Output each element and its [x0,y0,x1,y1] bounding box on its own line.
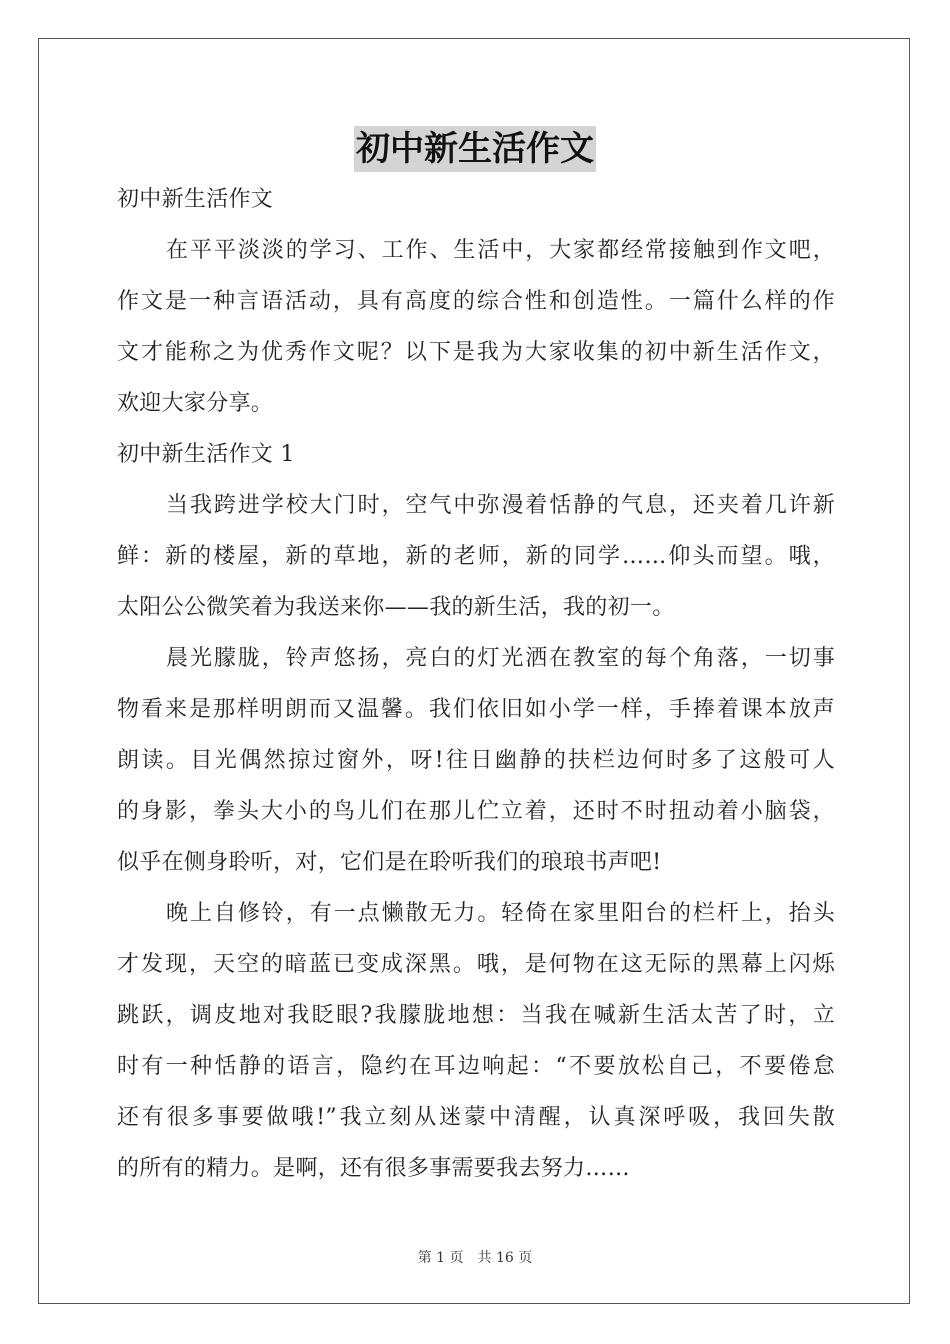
document-subtitle: 初中新生活作文 [117,187,274,212]
paragraph-line: 鲜：新的楼屋，新的草地，新的老师，新的同学……仰头而望。哦， [117,544,835,569]
paragraph-line: 似乎在侧身聆听，对，它们是在聆听我们的琅琅书声吧! [117,850,662,875]
paragraph-line: 欢迎大家分享。 [117,391,274,416]
paragraph-line: 跳跃，调皮地对我眨眼?我朦胧地想：当我在喊新生活太苦了时，立 [117,1003,835,1028]
page-footer [0,1247,950,1267]
intro-paragraph [117,225,835,429]
section-paragraph [117,888,835,1194]
paragraph-line: 朗读。目光偶然掠过窗外，呀!往日幽静的扶栏边何时多了这般可人 [117,748,835,773]
paragraph-line: 才发现，天空的暗蓝已变成深黑。哦，是何物在这无际的黑幕上闪烁 [117,952,835,977]
paragraph-line: 还有很多事要做哦!”我立刻从迷蒙中清醒，认真深呼吸，我回失散 [117,1105,835,1130]
paragraph-line: 在平平淡淡的学习、工作、生活中，大家都经常接触到作文吧， [166,238,835,263]
document-title: 初中新生活作文 [354,126,596,172]
section-paragraph [117,633,835,888]
paragraph-line: 太阳公公微笑着为我送来你——我的新生活，我的初一。 [117,595,675,620]
paragraph-line: 的所有的精力。是啊，还有很多事需要我去努力…… [117,1156,630,1181]
paragraph-line: 时有一种恬静的语言，隐约在耳边响起：“不要放松自己，不要倦怠 [117,1054,835,1079]
section-heading: 初中新生活作文 1 [117,442,295,467]
title-area [0,126,950,172]
paragraph-line: 文才能称之为优秀作文呢？以下是我为大家收集的初中新生活作文， [117,340,835,365]
page-number: 第 1 页 共 16 页 [417,1250,533,1266]
document-body [117,174,835,1194]
paragraph-line: 作文是一种言语活动，具有高度的综合性和创造性。一篇什么样的作 [117,289,835,314]
paragraph-line: 晨光朦胧，铃声悠扬，亮白的灯光洒在教室的每个角落，一切事 [166,646,835,671]
paragraph-line: 晚上自修铃，有一点懒散无力。轻倚在家里阳台的栏杆上，抬头 [166,901,835,926]
paragraph-line: 物看来是那样明朗而又温馨。我们依旧如小学一样，手捧着课本放声 [117,697,835,722]
paragraph-line: 当我跨进学校大门时，空气中弥漫着恬静的气息，还夹着几许新 [166,493,835,518]
paragraph-line: 的身影，拳头大小的鸟儿们在那儿伫立着，还时不时扭动着小脑袋， [117,799,835,824]
section-paragraph [117,480,835,633]
